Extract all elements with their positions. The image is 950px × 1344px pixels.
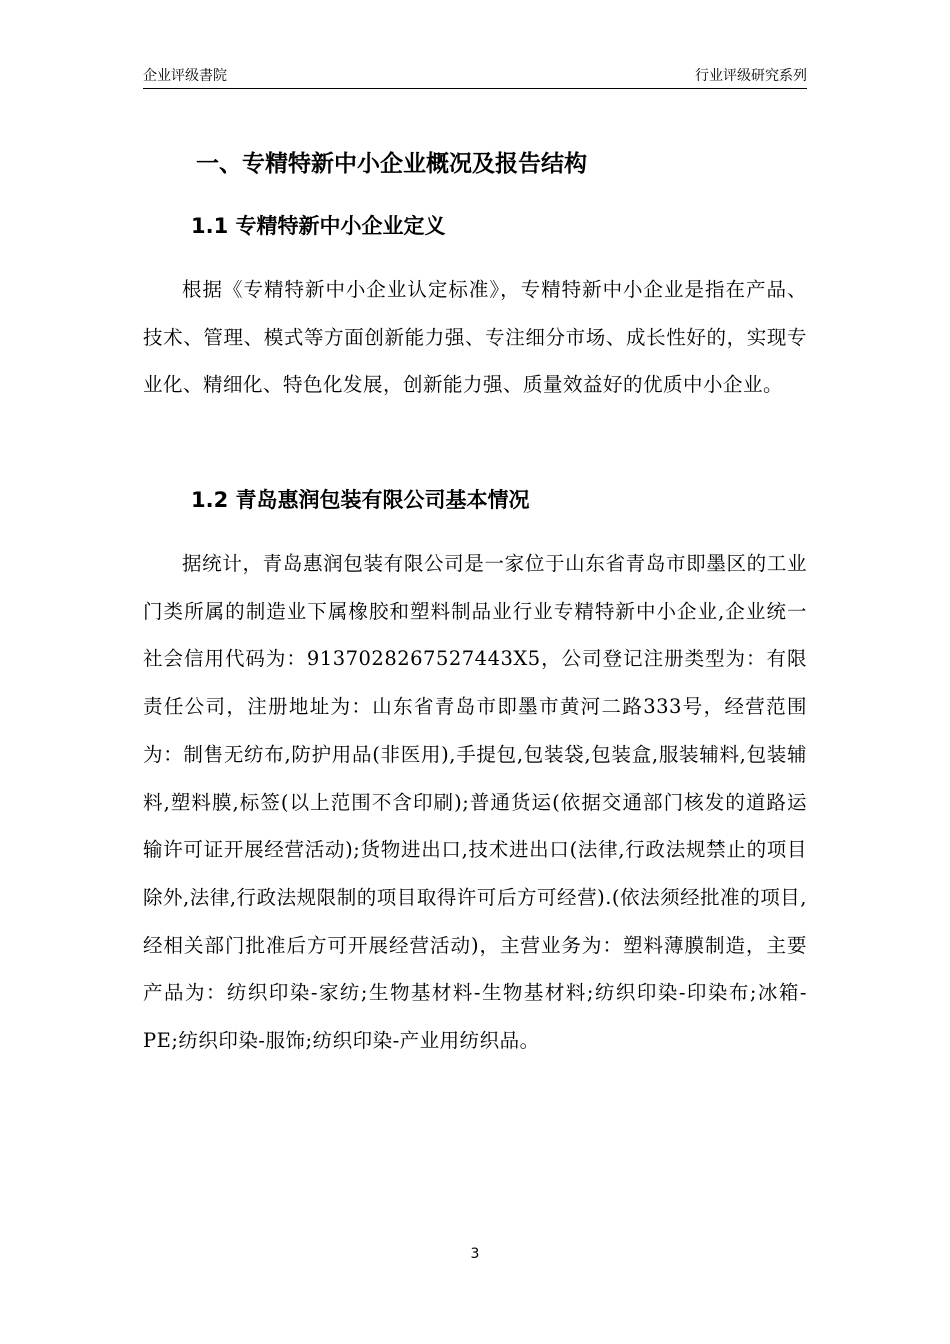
page-header <box>143 66 807 89</box>
header-series: 行业评级研究系列 <box>695 68 807 84</box>
paragraph-company-info: 据统计，青岛惠润包装有限公司是一家位于山东省青岛市即墨区的工业门类所属的制造业下属橡胶和塑料制品业行业专精特新中小企业,企业统一社会信用代码为：9137028267527443X5，公司登记注册类型为：有限责任公司，注册地址为：山东省青岛市即墨市黄河二路333号，经营范围为：制售无纺布,防护用品(非医用),手提包,包装袋,包装盒,服装辅料,包装辅料,塑料膜,标签(以上范围不含印刷);普通货运(依据交通部门核发的道路运输许可证开展经营活动);货物进出口,技术进出口(法律,行政法规禁止的项目除外,法律,行政法规限制的项目取得许可后方可经营).(依法须经批准的项目,经相关部门批准后方可开展经营活动)，主营业务为：塑料薄膜制造，主要产品为：纺织印染-家纺;生物基材料-生物基材料;纺织印染-印染布;冰箱-PE;纺织印染-服饰;纺织印染-产业用纺织品。 <box>143 552 807 1053</box>
header-publisher: 企业评级書院 <box>143 68 227 84</box>
section-title: 一、专精特新中小企业概况及报告结构 <box>196 151 587 177</box>
subsection-title-company-info: 1.2 青岛惠润包装有限公司基本情况 <box>191 488 530 512</box>
paragraph-definition: 根据《专精特新中小企业认定标准》，专精特新中小企业是指在产品、技术、管理、模式等方面创新能力强、专注细分市场、成长性好的，实现专业化、精细化、特色化发展，创新能力强、质量效益好的优质中小企业。 <box>143 278 807 397</box>
subsection-title-definition: 1.1 专精特新中小企业定义 <box>191 214 446 238</box>
page-number: 3 <box>470 1246 480 1262</box>
